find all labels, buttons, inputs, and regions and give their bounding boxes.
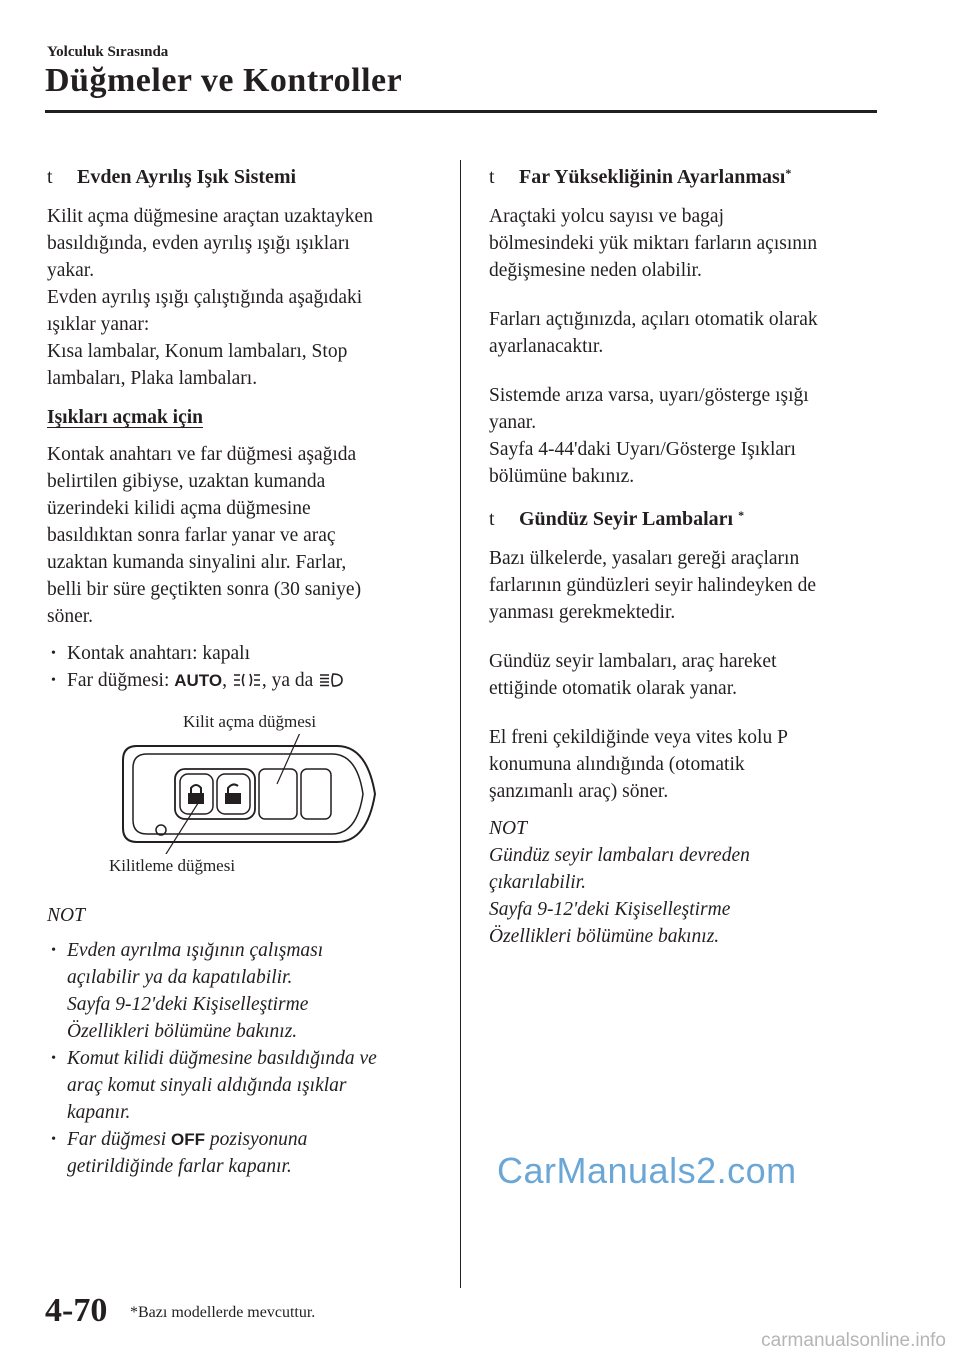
text-line: farlarının gündüzleri seyir halindeyken de [489, 575, 817, 596]
text-line: belli bir süre geçtikten sonra (30 saniye) [47, 579, 362, 600]
page-number: 4-70 [45, 1292, 108, 1329]
paragraph-intro [47, 203, 442, 392]
text-line: şanzımanlı araç) söner. [489, 781, 669, 802]
text-line: getirildiğinde farlar kapanır. [67, 1156, 292, 1177]
list-item [47, 640, 442, 667]
text-line: bölümüne bakınız. [489, 466, 635, 487]
footnote: *Bazı modellerde mevcuttur. [130, 1304, 316, 1321]
unlock-button-label: Kilit açma düğmesi [183, 712, 317, 731]
parking-light-icon [232, 672, 262, 688]
list-item-text: Kontak anahtarı: kapalı [67, 643, 251, 664]
text-line: • Komut kilidi düğmesine basıldığında ve [67, 1048, 377, 1069]
text-line: yanması gerekmektedir. [489, 602, 676, 623]
text-fragment: pozisyonuna [205, 1129, 308, 1150]
separator: , [222, 670, 232, 691]
left-column [47, 164, 442, 1180]
text-line: Sayfa 9-12'deki Kişiselleştirme [489, 899, 731, 920]
text-line: Farları açtığınızda, açıları otomatik olarak [489, 309, 818, 330]
text-line: El freni çekildiğinde veya vites kolu P [489, 727, 788, 748]
paragraph-turn-on [47, 441, 442, 630]
list-item [47, 667, 442, 694]
text-line: bölmesindeki yük miktarı farların açısının [489, 233, 818, 254]
heading-text: Gündüz Seyir Lambaları [519, 508, 739, 530]
note-title: NOT [47, 905, 85, 926]
list-item [47, 1126, 442, 1180]
text-line: yakar. [47, 260, 95, 281]
paragraph [489, 648, 889, 702]
text-line: Kilit açma düğmesine araçtan uzaktayken [47, 206, 373, 227]
key-fob-figure [47, 704, 442, 884]
text-line: Sistemde arıza varsa, uyarı/gösterge ışığı [489, 385, 809, 406]
text-line: üzerindeki kilidi açma düğmesine [47, 498, 311, 519]
section-heading-drl [489, 506, 889, 533]
note-list [47, 937, 442, 1180]
list-item [47, 937, 442, 1045]
paragraph [489, 382, 889, 490]
text-line: Kısa lambalar, Konum lambaları, Stop [47, 341, 348, 362]
text-line: Sayfa 4-44'daki Uyarı/Gösterge Işıkları [489, 439, 796, 460]
note-title: NOT [489, 818, 527, 839]
heading-marker: t [489, 166, 495, 188]
footnote-marker: * [738, 508, 745, 522]
text-line: söner. [47, 606, 94, 627]
title-divider [45, 110, 877, 113]
lock-button-label: Kilitleme düğmesi [109, 856, 236, 875]
text-line: yanar. [489, 412, 537, 433]
note-text [489, 842, 889, 950]
heading-text: Evden Ayrılış Işık Sistemi [77, 166, 297, 188]
text-line: ettiğinde otomatik olarak yanar. [489, 678, 738, 699]
right-column [489, 164, 889, 950]
text-line: basıldığında, evden ayrılış ışığı ışıkları [47, 233, 350, 254]
subheading: Işıkları açmak için [47, 407, 204, 428]
footnote-marker: * [785, 166, 792, 180]
paragraph [489, 306, 889, 360]
text-line: Araçtaki yolcu sayısı ve bagaj [489, 206, 724, 227]
text-line: uzaktan kumanda sinyalini alır. Farlar, [47, 552, 347, 573]
key-fob-icon [117, 734, 377, 854]
text-line: • Evden ayrılma ışığının çalışması [67, 940, 324, 961]
heading-text: Far Yüksekliğinin Ayarlanması [519, 166, 786, 188]
text-line: Özellikleri bölümüne bakınız. [489, 926, 720, 947]
text-line: çıkarılabilir. [489, 872, 586, 893]
text-line: Sayfa 9-12'deki Kişiselleştirme [67, 994, 309, 1015]
page-title: Düğmeler ve Kontroller [45, 62, 403, 99]
text-line: Bazı ülkelerde, yasaları gereği araçların [489, 548, 800, 569]
column-divider [460, 160, 461, 1288]
section-heading-exit-light [47, 164, 442, 191]
headlight-icon [318, 672, 344, 688]
text-line: Evden ayrılış ışığı çalıştığında aşağıdaki [47, 287, 363, 308]
text-line: belirtilen gibiyse, uzaktan kumanda [47, 471, 326, 492]
section-label: Yolculuk Sırasında [47, 44, 169, 60]
site-watermark: carmanualsonline.info [761, 1330, 946, 1351]
text-line: Özellikleri bölümüne bakınız. [67, 1021, 298, 1042]
list-item-text: Far düğmesi: [67, 670, 175, 691]
text-fragment: Far düğmesi [67, 1129, 171, 1150]
conditions-list [47, 640, 442, 694]
off-switch-icon: OFF [171, 1130, 205, 1149]
text-line: Gündüz seyir lambaları devreden [489, 845, 750, 866]
heading-marker: t [489, 508, 495, 530]
text-line: değişmesine neden olabilir. [489, 260, 702, 281]
watermark: CarManuals2.com [497, 1150, 797, 1191]
paragraph [489, 724, 889, 805]
text-line: araç komut sinyali aldığında ışıklar [67, 1075, 347, 1096]
paragraph [489, 203, 889, 284]
heading-marker: t [47, 166, 53, 188]
text-line: lambaları, Plaka lambaları. [47, 368, 258, 389]
text-line: kapanır. [67, 1102, 131, 1123]
section-heading-leveling [489, 164, 889, 191]
auto-switch-icon: AUTO [174, 671, 223, 690]
text-line: ayarlanacaktır. [489, 336, 604, 357]
text-line: konumuna alındığında (otomatik [489, 754, 745, 775]
text-line: ışıklar yanar: [47, 314, 150, 335]
separator: , ya da [261, 670, 319, 691]
text-line: Kontak anahtarı ve far düğmesi aşağıda [47, 444, 357, 465]
text-line: açılabilir ya da kapatılabilir. [67, 967, 293, 988]
list-item [47, 1045, 442, 1126]
text-line: Gündüz seyir lambaları, araç hareket [489, 651, 777, 672]
text-line: basıldıktan sonra farlar yanar ve araç [47, 525, 336, 546]
paragraph [489, 545, 889, 626]
